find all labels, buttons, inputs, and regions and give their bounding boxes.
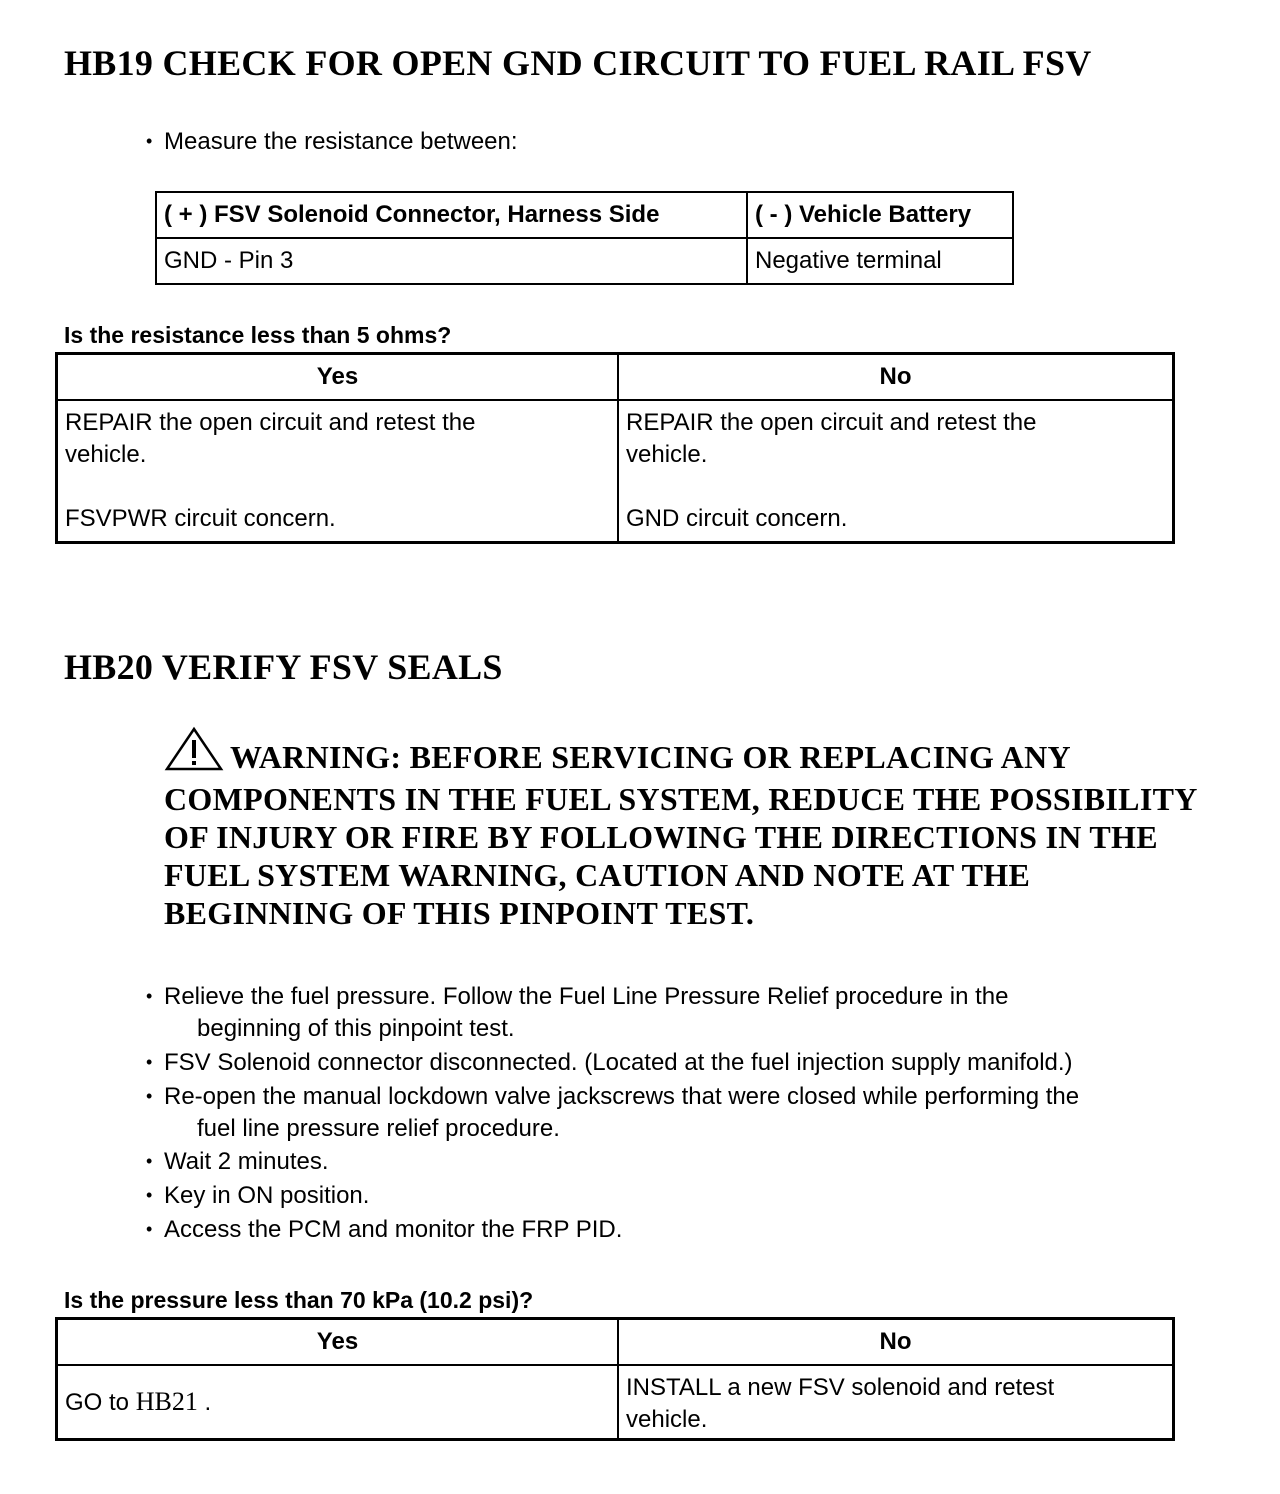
table-row <box>57 400 1174 543</box>
bullet-icon: • <box>146 986 153 1006</box>
warning-block <box>164 726 1244 932</box>
table-row <box>57 1365 1174 1440</box>
step-item: • Access the PCM and monitor the FRP PID. <box>146 1216 623 1243</box>
table-row <box>156 238 1013 284</box>
table-header-row <box>156 192 1013 238</box>
answer-table-hb20 <box>55 1317 1175 1441</box>
header-negative-lead: ( - ) Vehicle Battery <box>747 192 1013 238</box>
step-item-continuation: beginning of this pinpoint test. <box>197 1015 515 1042</box>
warning-line: FUEL SYSTEM WARNING, CAUTION AND NOTE AT THE <box>164 857 1031 893</box>
cell-yes-action: REPAIR the open circuit and retest the vehicle. FSVPWR circuit concern. <box>57 400 619 543</box>
step-item: • Wait 2 minutes. <box>146 1148 329 1175</box>
step-item: • FSV Solenoid connector disconnected. (Located at the fuel injection supply manifold.) <box>146 1049 1073 1076</box>
header-yes: Yes <box>57 1319 619 1366</box>
warning-line: OF INJURY OR FIRE BY FOLLOWING THE DIRECTIONS IN THE <box>164 819 1158 855</box>
bullet-icon: • <box>146 1151 153 1171</box>
section-title-hb20: HB20 VERIFY FSV SEALS <box>64 647 503 687</box>
header-no: No <box>618 1319 1174 1366</box>
cell-yes-action: GO to HB21 . <box>57 1365 619 1440</box>
warning-line: COMPONENTS IN THE FUEL SYSTEM, REDUCE THE POSSIBILITY <box>164 781 1198 817</box>
cell-positive-lead: GND - Pin 3 <box>156 238 747 284</box>
cell-negative-lead: Negative terminal <box>747 238 1013 284</box>
question-pressure: Is the pressure less than 70 kPa (10.2 psi)? <box>64 1287 534 1313</box>
bullet-icon: • <box>146 131 153 151</box>
cell-no-action: INSTALL a new FSV solenoid and retest vehicle. <box>618 1365 1174 1440</box>
question-resistance: Is the resistance less than 5 ohms? <box>64 322 452 348</box>
step-item-continuation: fuel line pressure relief procedure. <box>197 1115 560 1142</box>
table-header-row <box>57 1319 1174 1366</box>
cell-no-action: REPAIR the open circuit and retest the vehicle. GND circuit concern. <box>618 400 1174 543</box>
table-header-row <box>57 354 1174 401</box>
header-yes: Yes <box>57 354 619 401</box>
bullet-icon: • <box>146 1052 153 1072</box>
bullet-icon: • <box>146 1086 153 1106</box>
section-title-hb19: HB19 CHECK FOR OPEN GND CIRCUIT TO FUEL RAIL FSV <box>64 43 1092 83</box>
step-item: • Relieve the fuel pressure. Follow the Fuel Line Pressure Relief procedure in the <box>146 983 1009 1010</box>
instruction-measure: • Measure the resistance between: <box>146 128 518 155</box>
warning-triangle-icon <box>164 726 224 780</box>
measurement-table <box>155 191 1014 285</box>
step-item: • Re-open the manual lockdown valve jackscrews that were closed while performing the <box>146 1083 1080 1110</box>
warning-line: BEGINNING OF THIS PINPOINT TEST. <box>164 895 755 931</box>
header-positive-lead: ( + ) FSV Solenoid Connector, Harness Side <box>156 192 747 238</box>
warning-line: WARNING: BEFORE SERVICING OR REPLACING ANY <box>230 739 1071 775</box>
answer-table-hb19 <box>55 352 1175 544</box>
header-no: No <box>618 354 1174 401</box>
link-hb21[interactable]: HB21 <box>135 1386 198 1416</box>
bullet-icon: • <box>146 1219 153 1239</box>
bullet-icon: • <box>146 1185 153 1205</box>
step-item: • Key in ON position. <box>146 1182 370 1209</box>
